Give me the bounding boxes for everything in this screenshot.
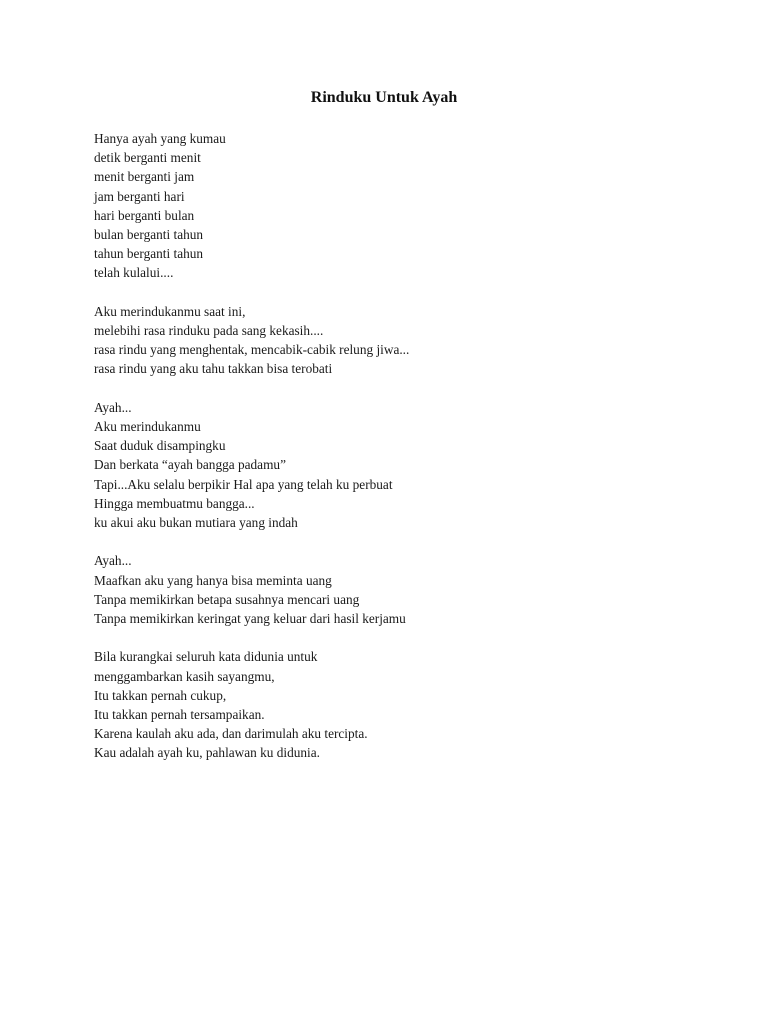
poem-line: Itu takkan pernah cukup,: [94, 687, 227, 703]
poem-line: Tapi...Aku selalu berpikir Hal apa yang telah ku perbuat: [94, 476, 393, 492]
poem-line: Kau adalah ayah ku, pahlawan ku didunia.: [94, 745, 320, 761]
poem-line: Aku merindukanmu: [94, 419, 201, 435]
poem-line: melebihi rasa rinduku pada sang kekasih....: [94, 323, 324, 339]
poem-line: Tanpa memikirkan betapa susahnya mencari uang: [94, 591, 360, 607]
poem-line: Hingga membuatmu bangga...: [94, 495, 255, 511]
stanza-1: [94, 129, 734, 283]
poem-line: rasa rindu yang menghentak, mencabik-cabik relung jiwa...: [94, 342, 410, 358]
stanza-2: [94, 302, 734, 379]
poem-line: Saat duduk disampingku: [94, 438, 226, 454]
poem-line: menit berganti jam: [94, 169, 195, 185]
poem-line: rasa rindu yang aku tahu takkan bisa terobati: [94, 361, 333, 377]
poem-line: Maafkan aku yang hanya bisa meminta uang: [94, 572, 332, 588]
poem-line: Bila kurangkai seluruh kata didunia untuk: [94, 649, 318, 665]
poem-line: Hanya ayah yang kumau: [94, 131, 226, 146]
poem-line: detik berganti menit: [94, 150, 201, 166]
stanza-4: [94, 551, 734, 628]
poem-line: Ayah...: [94, 399, 132, 415]
poem-line: Karena kaulah aku ada, dan darimulah aku tercipta.: [94, 726, 368, 742]
poem-line: Tanpa memikirkan keringat yang keluar dari hasil kerjamu: [94, 611, 406, 627]
poem-line: ku akui aku bukan mutiara yang indah: [94, 515, 298, 531]
poem-line: telah kulalui....: [94, 265, 174, 281]
poem-body: [94, 129, 734, 782]
poem-line: tahun berganti tahun: [94, 246, 204, 262]
poem-line: Aku merindukanmu saat ini,: [94, 303, 246, 319]
poem-line: Dan berkata “ayah bangga padamu”: [94, 457, 286, 473]
stanza-3: [94, 398, 734, 532]
poem-line: Itu takkan pernah tersampaikan.: [94, 707, 265, 723]
poem-line: menggambarkan kasih sayangmu,: [94, 668, 275, 684]
document-title: Rinduku Untuk Ayah: [310, 89, 458, 106]
stanza-5: [94, 647, 734, 762]
poem-line: jam berganti hari: [94, 188, 185, 204]
poem-line: hari berganti bulan: [94, 207, 195, 223]
poem-line: Ayah...: [94, 553, 132, 569]
poem-line: bulan berganti tahun: [94, 227, 204, 243]
